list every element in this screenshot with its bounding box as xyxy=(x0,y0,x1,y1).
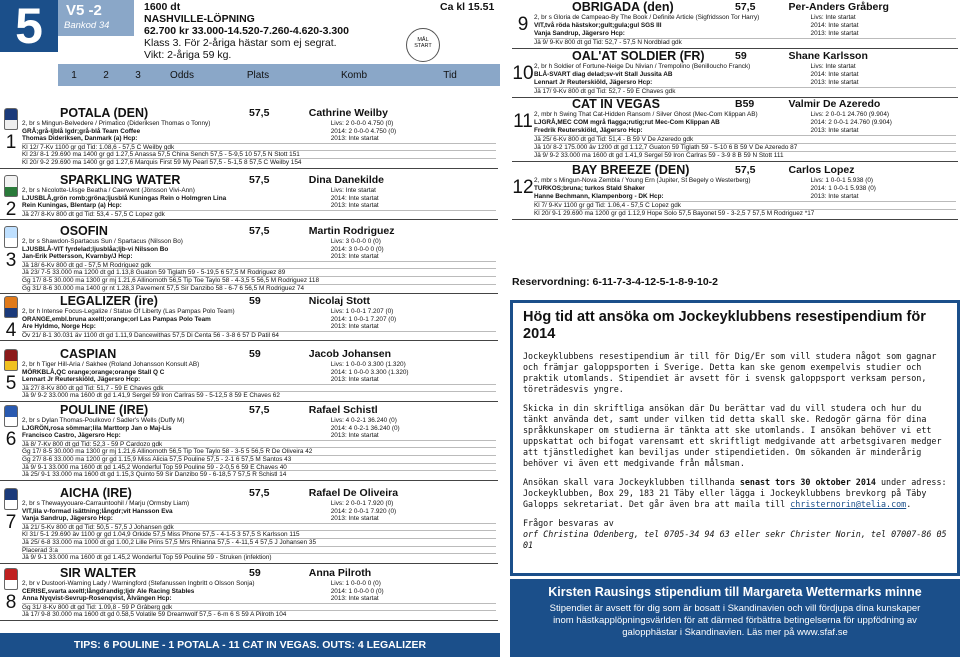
track-diagram-label: MÅL START xyxy=(414,37,432,49)
horse-weight: B59 xyxy=(735,98,755,110)
col-komb: Komb xyxy=(340,69,368,81)
stats-text: Livs: 1 0-0-0 0 (0) xyxy=(330,580,381,587)
stats-text: Livs: 1 0-0-1 5.938 (0) xyxy=(810,177,874,184)
horse-divider xyxy=(0,401,498,402)
stats-text: Livs: Inte startat xyxy=(810,14,856,21)
line-text: GRÅ;grå-ljblå lgdr;grå-blå Team Coffee xyxy=(22,127,141,135)
horse-name: POULINE (IRE) xyxy=(60,403,149,417)
stats-text: 2014: 1 0-0-1 5.938 (0) xyxy=(810,185,876,192)
stats-text: Livs: 2 0-0-0 4.750 (0) xyxy=(330,120,394,127)
race-result-row xyxy=(22,546,496,554)
ann-p3c: under adress: Jockeyklubben, Box 29, 183 21 Täby eller lägga i Jockeyklubbens brevkorg på Täby Galopps sekretariat. Det går även bra att maila till xyxy=(523,477,947,509)
line-text: 2, br h Soldier of Fortune-Neige Du Nivian / Trempolino (Benilloucho Franck) xyxy=(534,63,751,70)
line-text: Jä 9/ 9-Kv 800 dt gd Tid: 52,7 - 57,5 N Nordblad gdk xyxy=(534,39,682,46)
race-result-row xyxy=(22,470,496,479)
line-text: Gg 31/ 8-6 30.000 ma 1400 gr nt 1.28,3 Pavement 57,5 Sir Danzibo 58 - 6-7 6 56,5 M Rodriguez 74 xyxy=(22,284,305,292)
line-text: Kl 23/ 8-1 29.690 ma 1400 gr gd 1.27,5 Anassa 57,5 China Sench 57,5 - 5-9,5 10 57,5 N Stott 151 xyxy=(22,151,300,159)
race-result-row xyxy=(534,87,956,95)
race-result-row xyxy=(22,463,496,471)
jockey-name: Jacob Johansen xyxy=(308,348,392,360)
line-text: Lennart Jr Reuterskiöld, Jägersro Hcp: xyxy=(534,79,653,86)
race-distance: 1600 dt xyxy=(144,1,181,13)
stats-text: 2014: 1 0-0-1 7.207 (0) xyxy=(330,315,397,323)
line-text: Jä 25/ 6-Kv 800 dt gd Tid: 51,4 - B 59 V De Azeredo gdk xyxy=(534,136,694,143)
horse-divider xyxy=(512,161,958,162)
line-text: Öv 21/ 8-1 30.031 äv 1100 dt gd 1.11,9 Dancewithas 57,5 Di Centa 56 - 3-8 6 57 D Patil 64 xyxy=(22,331,279,339)
stats-text: 2013: Inte startat xyxy=(810,30,859,37)
horse-name: SPARKLING WATER xyxy=(60,173,181,187)
line-text: Jä 17/ 9-Kv 800 dt gd Tid: 52,7 - 59 E Chaves gdk xyxy=(534,88,676,95)
col-odds: Odds xyxy=(170,69,194,81)
line-text: Jä 27/ 8-Kv 800 dt gd Tid: 51,7 - 59 E Chaves gdk xyxy=(22,384,164,392)
race-result-row xyxy=(22,391,496,400)
col-tid: Tid xyxy=(443,69,457,81)
jockey-name: Shane Karlsson xyxy=(788,50,868,62)
horse-number: 10 xyxy=(512,63,534,84)
horse-name: CAT IN VEGAS xyxy=(572,97,660,111)
race-result-row xyxy=(22,150,496,159)
line-text: Jä 10/ 8-2 175.000 äv 1200 dt gd 1.12,7 Guaton 59 Tiglath 59 - 5-10 6 B 59 V De Azeredo 87 xyxy=(534,144,798,151)
horse-weight: 57,5 xyxy=(249,225,270,237)
line-text: Fredrik Reuterskiöld, Jägersro Hcp: xyxy=(534,127,643,134)
stats-text: 2013: Inte startat xyxy=(330,323,379,331)
line-text: 2, br s Shawdon-Spartacus Sun / Spartacus (Nilsson Bo) xyxy=(22,238,183,245)
race-result-row xyxy=(534,135,956,143)
race-result-row xyxy=(22,603,496,611)
line-text: Jä 9/ 9-1 33.000 ma 1600 dt gd 1.45,2 Wonderful Top 59 Pouline 59 - 2-0,5 6 59 E Chaves 40 xyxy=(22,463,287,471)
line-text: Jä 21/ 5-Kv 800 dt gd Tid: 50,5 - 57,5 J Johansen gdk xyxy=(22,523,174,531)
horse-number: 5 xyxy=(5,373,17,394)
ann-deadline: senast tors 30 oktober 2014 xyxy=(739,477,876,487)
ann-p3 xyxy=(523,477,947,510)
horse-divider xyxy=(0,168,498,169)
line-text: 2, br s Nicolotte-Uisge Beatha / Caerwent (Jönsson Vivi-Ann) xyxy=(22,187,195,194)
horse-divider xyxy=(0,620,498,621)
jockey-silk-icon xyxy=(4,175,18,197)
race-prize: 62.700 kr 33.000-14.520-7.260-4.620-3.300 xyxy=(144,25,349,37)
race-result-row xyxy=(22,276,496,284)
line-text: Jä 17/ 9-8 30.000 ma 1600 dt gd 0.58,5 Volatile 59 Dreamwolf 57,5 - 6-m 6 S 59 A Pilroth 104 xyxy=(22,611,287,619)
horse-name: LEGALIZER (ire) xyxy=(60,294,158,308)
line-text: TURKOS;bruna; turkos Stald Shaker xyxy=(534,185,645,192)
race-result-row xyxy=(534,209,956,217)
line-text: 2, br h Tiger Hill-Aria / Sakhee (Roland Johansson Konsult AB) xyxy=(22,361,200,368)
stats-text: 2014: 2 0-0-0 4.750 (0) xyxy=(330,127,397,135)
horse-weight: 57,5 xyxy=(249,174,270,186)
stats-text: Livs: Inte startat xyxy=(330,187,376,194)
race-number: 5 xyxy=(0,0,58,52)
stats-text: 2014: 2 0-0-1 24.760 (9.904) xyxy=(810,119,892,126)
race-result-row xyxy=(22,538,496,546)
line-text: Are Hyldmo, Norge Hcp: xyxy=(22,323,96,331)
line-text: 2, br s Gloria de Campeao-By The Book / Definite Article (Sigfridsson Tor Harry) xyxy=(534,14,760,21)
line-text: LJGRÅ,MEC COM mgrå flagga;rutig;rut Mec-Com Klippan AB xyxy=(534,119,720,126)
line-text: Gg 17/ 8-5 30.000 ma 1300 gr mj 1.21,6 Allinornoth 56,5 Tip Toe Taylo 58 - 3-5 5 56,5 R De Oliveira 42 xyxy=(22,448,313,456)
jockey-silk-icon xyxy=(4,405,18,427)
horse-weight: 57,5 xyxy=(249,404,270,416)
jockey-name: Rafael Schistl xyxy=(308,404,378,416)
line-text: ORANGE,embl.bruna axeltl;orange;orl Las Pampas Polo Team xyxy=(22,315,211,323)
horse-number: 1 xyxy=(5,132,17,153)
horse-divider xyxy=(0,480,498,481)
horse-number: 9 xyxy=(517,14,529,35)
line-text: 2, br s Dylan Thomas-Poulkovo / Sadler's Wells (Duffy M) xyxy=(22,417,185,424)
line-text: Hanne Bechmann, Klampenborg - DK Hcp: xyxy=(534,193,664,200)
ann-p1: Jockeyklubbens resestipendium är till för Dig/Er som vill studera något som gagnar och främjar galoppsporten i Sverige. Detta kan ske genom exempelvis studier och praktik utomlands. Stipendiet är avsett för i svensk galoppsport verksam person, töreträdesvis yngre. xyxy=(523,351,937,394)
race-result-row xyxy=(22,331,496,339)
race-result-row xyxy=(22,261,496,269)
horse-number: 4 xyxy=(5,320,17,341)
line-text: 2, br s Thewayyouare-Carrauntoohil / Marju (Ormsby Liam) xyxy=(22,500,190,507)
race-result-row xyxy=(534,38,956,46)
race-result-row xyxy=(22,440,496,448)
race-title: NASHVILLE-LÖPNING xyxy=(144,13,255,25)
race-result-row xyxy=(22,610,496,619)
horse-number: 2 xyxy=(5,199,17,220)
track-diagram xyxy=(406,28,440,62)
line-text: 2, br h Intense Focus-Legalize / Statue Of Liberty (Las Pampas Polo Team) xyxy=(22,308,235,315)
line-text: Gg 31/ 8-Kv 800 dt gd Tid: 1.09,8 - 59 P Grâberg gdk xyxy=(22,603,173,611)
stats-text: 2014: Inte startat xyxy=(330,194,379,202)
race-result-row xyxy=(534,201,956,209)
line-text: BLÅ-SVART diag delad;sv-vit Stall Jussita AB xyxy=(534,71,673,78)
rausing-text: Stipendiet är avsett för dig som är bosatt i Skandinavien och vill fördjupa dina kunskaper inom hästkapplöpningsvärlden för att därmed förbättra betingelserna för uppfödning av galopphästar i Skandinavien. Läs mer på www.sfaf.se xyxy=(549,603,921,638)
line-text: Kl 31/ 5-1 29.690 äv 1100 gr gd 1.04,9 Orkide 57,5 Miss Phone 57,5 - 4-1-5 3 57,5 S Karlsson 115 xyxy=(22,531,300,539)
stats-text: 2014: 2 0-0-1 7.920 (0) xyxy=(330,507,397,515)
horse-weight: 57,5 xyxy=(735,164,756,176)
horse-name: OAL'AT SOLDIER (FR) xyxy=(572,49,705,63)
stats-text: Livs: 1 0-0-1 7.207 (0) xyxy=(330,308,394,315)
line-text: Vanja Sandrup, Jägersro Hcp: xyxy=(22,515,113,523)
race-result-row xyxy=(22,530,496,539)
jockey-name: Per-Anders Gråberg xyxy=(788,1,889,13)
stats-text: 2013: Inte startat xyxy=(810,193,859,200)
race-result-row xyxy=(22,284,496,292)
race-result-row xyxy=(22,455,496,463)
line-text: Kl 20/ 9-2 29.690 ma 1400 gr gd 1.27,6 Marquis First 59 My Pearl 57,5 - 5-1,5 8 57,5 C Weilby 154 xyxy=(22,159,302,166)
stats-text: Livs: 2 0-0-1 7.920 (0) xyxy=(330,500,394,507)
line-text: Jä 9/ 9-2 33.000 ma 1600 dt gd 1.41,9 Sergel 59 Iron Carlras 59 - 3-9 8 B 59 N Stott 111 xyxy=(534,152,784,159)
horse-number: 3 xyxy=(5,250,17,271)
jockey-silk-icon xyxy=(4,568,18,590)
line-text: 2, br s Mingun-Belvedere / Primatico (Dideriksen Thomas o Tonny) xyxy=(22,120,211,127)
line-text: CERISE,svarta axeltl;långdrandig;ljdr Ale Racing Stables xyxy=(22,587,195,595)
line-text: Kl 7/ 9-Kv 1100 gr gd Tid: 1.06,4 - 57,5 C Lopez gdk xyxy=(534,202,681,209)
rausing-title: Kirsten Rausings stipendium till Margareta Wettermarks minne xyxy=(548,585,922,599)
jockey-name: Cathrine Weilby xyxy=(308,107,388,119)
line-text: Vanja Sandrup, Jägersro Hcp: xyxy=(534,30,625,37)
ann-p3a: Ansökan skall vara Jockeyklubben tillhanda xyxy=(523,477,740,487)
line-text: LJUSBLÅ-VIT fyrdelad;ljusblåa;ljb-vi Nilsson Bo xyxy=(22,245,169,253)
horse-name: SIR WALTER xyxy=(60,566,137,580)
ann-p4: Frågor besvaras av xyxy=(523,518,614,528)
line-text: Jan-Erik Pettersson, Kvarnby/J Hcp: xyxy=(22,253,133,261)
jockey-silk-icon xyxy=(4,108,18,130)
v5-label: V5 -2 xyxy=(66,2,102,19)
jockey-name: Valmir De Azeredo xyxy=(788,98,881,110)
ann-body xyxy=(523,351,947,551)
race-result-row xyxy=(22,523,496,531)
stats-text: 2013: Inte startat xyxy=(330,135,379,143)
jockey-name: Martin Rodriguez xyxy=(308,225,395,237)
line-text: Jä 27/ 8-Kv 800 dt gd Tid: 53,4 - 57,5 C Lopez gdk xyxy=(22,210,165,218)
col-3: 3 xyxy=(135,69,141,81)
stipend-announcement xyxy=(510,300,960,576)
ann-p3e: . xyxy=(906,499,912,509)
horse-weight: 59 xyxy=(249,567,261,579)
horse-divider xyxy=(0,219,498,220)
stats-text: 2013: Inte startat xyxy=(810,79,859,86)
stats-text: 2013: Inte startat xyxy=(330,595,379,603)
race-result-row xyxy=(22,210,496,218)
line-text: Gg 27/ 8-6 33.000 ma 1200 gr gd 1.15,9 Miss Alicia 57,5 Pouline 57,5 - 2-1 6 57,5 M Santos 43 xyxy=(22,456,292,463)
horse-number: 12 xyxy=(512,177,534,198)
horse-divider xyxy=(0,340,498,341)
line-text: Jä 25/ 6-8 33.000 ma 1000 dt gd 1.00,2 Lille Prins 57,5 Mrs Rhianna 57,5 - 4-11,5 4 57,5 J Johansen 35 xyxy=(22,539,317,546)
line-text: Jä 9/ 9-2 33.000 ma 1600 dt gd 1.41,9 Sergel 59 Iron Carlras 59 - 5-12,5 8 59 E Chaves 62 xyxy=(22,392,280,400)
line-text: 2, mbr s Mingun-Nova Zembla / Young Ern (Jupiter, St Begely o Westerberg) xyxy=(534,177,751,184)
line-text: MÖRKBLÅ,QC orange;orange;orange Stall Q C xyxy=(22,368,165,376)
horse-weight: 57,5 xyxy=(249,107,270,119)
horse-name: OBRIGADA (den) xyxy=(572,0,674,14)
stats-text: Livs: 2 0-0-1 24.760 (9.904) xyxy=(810,111,890,118)
line-text: Placerad 3:a xyxy=(22,546,58,554)
line-text: LJGRÖN,rosa sömmar;lila Marttorp Jan o Maj-Lis xyxy=(22,424,172,432)
horse-name: OSOFIN xyxy=(60,224,108,238)
col-1: 1 xyxy=(71,69,77,81)
stats-text: 2013: Inte startat xyxy=(810,127,859,134)
line-text: Jä 18/ 6-Kv 800 dt gd - 57,5 M Rodriguez gdk xyxy=(22,261,151,269)
line-text: 2, mbr h Swing That Cat-Hidden Ransom / Silver Ghost (Mec-Com Klippan AB) xyxy=(534,111,758,118)
jockey-silk-icon xyxy=(4,226,18,248)
horse-divider xyxy=(512,219,958,220)
ann-p5: orf Christina Odenberg, tel 0705-34 94 63 eller sekr Christer Norin, tel 07007-86 05 01 xyxy=(523,529,947,550)
jockey-name: Carlos Lopez xyxy=(788,164,855,176)
horse-name: CASPIAN xyxy=(60,347,117,361)
jockey-name: Anna Pilroth xyxy=(308,567,372,579)
horse-number: 6 xyxy=(5,429,17,450)
ann-title: Hög tid att ansöka om Jockeyklubbens resestipendium för 2014 xyxy=(523,309,926,342)
race-weight: Vikt: 2-åriga 59 kg. xyxy=(144,49,232,61)
horse-weight: 59 xyxy=(249,348,261,360)
bet-column-header xyxy=(58,64,500,86)
race-result-row xyxy=(22,384,496,392)
bankod-label: Bankod 34 xyxy=(64,20,110,31)
horse-weight: 57,5 xyxy=(249,487,270,499)
line-text: Lennart Jr Reuterskiöld, Jägersro Hcp: xyxy=(22,376,141,384)
line-text: VIT,lila v-formad isättning;långdr;vit Hansson Eva xyxy=(22,507,173,515)
ann-email-link[interactable]: christernorin@telia.com xyxy=(790,499,907,509)
line-text: Kl 12/ 7-Kv 1100 gr gd Tid: 1.08,6 - 57,5 C Weilby gdk xyxy=(22,143,175,151)
horse-weight: 59 xyxy=(735,50,747,62)
col-plats: Plats xyxy=(246,69,270,81)
horse-name: AICHA (IRE) xyxy=(60,486,132,500)
stats-text: 2014: 1 0-0-0 3.300 (1.320) xyxy=(330,368,409,376)
stats-text: 2013: Inte startat xyxy=(330,515,379,523)
rausing-box xyxy=(510,579,960,657)
stats-text: Livs: 4 0-2-1 36.240 (0) xyxy=(330,417,397,424)
line-text: VIT,två röda hästskor;gult;gula;gul SGS III xyxy=(534,22,662,29)
jockey-name: Dina Danekilde xyxy=(308,174,385,186)
stats-text: 2013: Inte startat xyxy=(330,202,379,210)
stats-text: 2014: 3 0-0-0 0 (0) xyxy=(330,245,384,253)
horse-weight: 59 xyxy=(249,295,261,307)
line-text: Rein Kuningas, Blentarp (a) Hcp: xyxy=(22,202,122,210)
line-text: Kl 20/ 9-1 29.690 ma 1200 gr gd 1.12,9 Hope Solo 57,5 Bayonet 59 - 3-2,5 7 57,5 M Rodriguez *17 xyxy=(534,210,815,217)
line-text: Jä 9/ 9-1 33.000 ma 1600 dt gd 1.45,2 Wonderful Top 59 Pouline 59 - Struken (infektion) xyxy=(22,554,272,562)
race-result-row xyxy=(22,447,496,456)
jockey-name: Rafael De Oliveira xyxy=(308,487,399,499)
stats-text: Livs: 3 0-0-0 0 (0) xyxy=(330,238,381,245)
jockey-silk-icon xyxy=(4,488,18,510)
horse-divider xyxy=(0,563,498,564)
horse-number: 11 xyxy=(513,111,533,132)
line-text: Gg 17/ 8-5 30.000 ma 1300 gr mj 1.21,6 Allinornoth 56,5 Tip Toe Taylo 58 - 4-3,5 5 56,5 M Rodriguez 118 xyxy=(22,277,319,284)
line-text: LJUSBLÅ,grön romb;gröna;ljusblå Kuningas Rein o Holmgren Lina xyxy=(22,194,227,202)
race-time: Ca kl 15.51 xyxy=(440,1,495,13)
horse-number: 8 xyxy=(5,592,17,613)
race-result-row xyxy=(534,151,956,159)
race-result-row xyxy=(22,553,496,562)
line-text: Jä 23/ 7-5 33.000 ma 1200 dt gd 1.13,8 Guaton 59 Tiglath 59 - 5-19,5 6 57,5 M Rodriguez 89 xyxy=(22,269,286,277)
race-result-row xyxy=(22,143,496,151)
jockey-silk-icon xyxy=(4,296,18,318)
horse-weight: 57,5 xyxy=(735,1,756,13)
horse-name: BAY BREEZE (DEN) xyxy=(572,163,690,177)
reservordning: Reservordning: 6-11-7-3-4-12-5-1-8-9-10-2 xyxy=(512,276,718,288)
tips-footer: TIPS: 6 POULINE - 1 POTALA - 11 CAT IN VEGAS. OUTS: 4 LEGALIZER xyxy=(0,633,500,657)
race-result-row xyxy=(22,158,496,166)
stats-text: 2014: 1 0-0-0 0 (0) xyxy=(330,587,384,595)
race-result-row xyxy=(534,143,956,151)
stats-text: 2013: Inte startat xyxy=(330,376,379,384)
stats-text: 2013: Inte startat xyxy=(330,432,379,440)
stats-text: 2014: 4 0-2-1 36.240 (0) xyxy=(330,424,400,432)
race-info xyxy=(144,1,349,61)
stats-text: 2014: Inte startat xyxy=(810,71,859,78)
stats-text: Livs: Inte startat xyxy=(810,63,856,70)
stats-text: 2014: Inte startat xyxy=(810,22,859,29)
col-2: 2 xyxy=(103,69,109,81)
race-class: Klass 3. För 2-åriga hästar som ej segrat. xyxy=(144,37,337,49)
stats-text: Livs: 1 0-0-0 3.300 (1.320) xyxy=(330,361,406,368)
line-text: Anna Nyqvist-Sevrup-Rosenqvist, Ålvängen Hcp: xyxy=(22,595,172,603)
line-text: Francisco Castro, Jägersro Hcp: xyxy=(22,432,121,440)
stats-text: 2013: Inte startat xyxy=(330,253,379,261)
line-text: Jä 25/ 9-1 33.000 ma 1600 dt gd 1.15,3 Quinto 59 Sir Danzibo 59 - 6-18,5 7 57,5 R Schistl 14 xyxy=(22,471,287,479)
line-text: Thomas Dideriksen, Danmark (a) Hcp: xyxy=(22,135,138,143)
line-text: Jä 8/ 7-Kv 800 dt gd Tid: 52,3 - 59 P Cardozo gdk xyxy=(22,440,163,448)
horse-number: 7 xyxy=(5,512,17,533)
race-result-row xyxy=(22,268,496,277)
jockey-name: Nicolaj Stott xyxy=(308,295,371,307)
ann-p2: Skicka in din skriftliga ansökan där Du berättar vad du vill studera och hur du tänkt använda det, samt under vilken tid detta skall ske. Redogör gärna för dina språkkunskaper om studierna är tänkta att ske utomlands. I ansökan behöver vi ett uppskattat och bifogat varensamt ett skriftligt medgivande att arbetsgivaren medger att tjänstledighet kan beviljas under stipendietiden. Om sökanden är minderårig behöver vi även ett medgivande från målsman. xyxy=(523,403,942,468)
line-text: 2, br v Dustoori-Warning Lady / Warningford (Stefanussen Ingbritt o Olsson Sonja) xyxy=(22,580,255,587)
jockey-silk-icon xyxy=(4,349,18,371)
horse-name: POTALA (DEN) xyxy=(60,106,149,120)
